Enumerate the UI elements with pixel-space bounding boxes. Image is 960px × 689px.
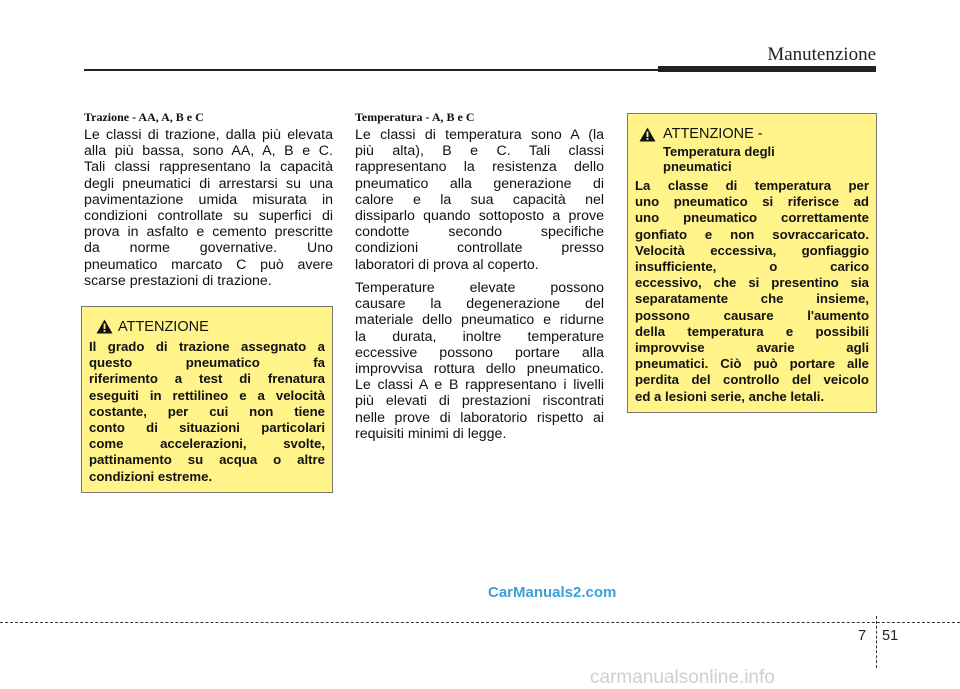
text-line: più alta), B e C. Tali classi <box>355 143 604 160</box>
text-line: nelle prove di laboratorio rispetto ai <box>355 409 604 426</box>
text-line: alla più bassa, sono AA, A, B e C. <box>84 143 333 160</box>
text-line: dissiparlo quando sottoposto a prove <box>355 208 604 225</box>
text-line: Tali classi rappresentano la capacità <box>84 159 333 176</box>
temperature-heading: Temperatura - A, B e C <box>355 110 475 124</box>
warning-triangle-icon <box>639 127 656 142</box>
text-line: la durata, inoltre temperature <box>355 328 604 345</box>
temperature-paragraph-2 <box>355 280 604 442</box>
text-line: Velocità eccessiva, gonfiaggio <box>635 242 869 258</box>
text-line: requisiti minimi di legge. <box>355 425 507 442</box>
warning-title: ATTENZIONE - <box>663 126 763 142</box>
text-line: scarse prestazioni di trazione. <box>84 272 272 289</box>
text-line: materiale dello pneumatico e ridurne <box>355 312 604 329</box>
text-line: Temperature elevate possono <box>355 280 604 296</box>
warning-subtitle <box>663 144 775 174</box>
text-line: da norme governative. Uno <box>84 240 333 257</box>
text-line: improvvisa rottura dello pneumatico. <box>355 361 604 378</box>
text-line: separatamente che insieme, <box>635 291 869 307</box>
text-line: questo pneumatico fa <box>89 355 325 371</box>
footer-divider <box>876 616 877 668</box>
page-header-title: Manutenzione <box>767 44 876 65</box>
text-line: perdita del controllo del veicolo <box>635 372 869 388</box>
text-line: Le classi A e B rappresentano i livelli <box>355 377 604 394</box>
text-line: insufficiente, o carico <box>635 259 869 275</box>
text-line: calore e la sua capacità nel <box>355 191 604 208</box>
text-line: causare la degenerazione del <box>355 296 604 313</box>
text-line: pneumatico alla generazione di <box>355 175 604 192</box>
temperature-paragraph-1 <box>355 127 604 273</box>
text-line: eccessive possono portare alla <box>355 344 604 361</box>
warning-triangle-icon <box>96 319 113 334</box>
text-line: eccessivo, che si presentino sia <box>635 275 869 291</box>
text-line: condizioni controllate presso <box>355 240 604 257</box>
text-line: Le classi di trazione, dalla più elevata <box>84 127 333 143</box>
text-line: Il grado di trazione assegnato a <box>89 339 325 354</box>
footer-source-watermark: carmanualsonline.info <box>590 667 775 688</box>
warning-text <box>89 339 325 485</box>
text-line: rappresentano la resistenza dello <box>355 159 604 176</box>
text-line: La classe di temperatura per <box>635 178 869 193</box>
text-line: come accelerazioni, svolte, <box>89 436 325 452</box>
text-line: degli pneumatici di arrestarsi su una <box>84 175 333 192</box>
watermark-link[interactable]: CarManuals2.com <box>488 584 617 601</box>
text-line: condizioni controllate su superfici di <box>84 208 333 225</box>
traction-paragraph <box>84 127 333 289</box>
text-line: uno pneumatico correttamente <box>635 210 869 226</box>
text-line: pavimentazione umida misurata in <box>84 191 333 208</box>
text-line: uno pneumatico si riferisce ad <box>635 194 869 210</box>
text-line: condotte secondo specifiche <box>355 224 604 241</box>
text-line: gonfiato e non sovraccaricato. <box>635 226 869 242</box>
text-line: eseguiti in rettilineo e a velocità <box>89 387 325 403</box>
text-line: improvvise avarie agli <box>635 340 869 356</box>
chapter-number: 7 <box>858 628 867 644</box>
warning-title: ATTENZIONE <box>118 319 209 335</box>
text-line: condizioni estreme. <box>89 468 213 484</box>
text-line: Le classi di temperatura sono A (la <box>355 127 604 143</box>
temperature-warning-box <box>627 113 877 413</box>
text-line: costante, per cui non tiene <box>89 403 325 419</box>
text-line: Temperatura degli <box>663 144 775 159</box>
text-line: riferimento a test di frenatura <box>89 371 325 387</box>
warning-text <box>635 178 869 405</box>
traction-warning-box <box>81 306 333 493</box>
text-line: prova in asfalto e cemento prescritte <box>84 224 333 241</box>
page-number: 51 <box>882 628 899 644</box>
text-line: della temperatura e possibili <box>635 323 869 339</box>
text-line: ed a lesioni serie, anche letali. <box>635 388 825 404</box>
traction-heading: Trazione - AA, A, B e C <box>84 110 204 124</box>
text-line: conto di situazioni particolari <box>89 420 325 436</box>
text-line: laboratori di prova al coperto. <box>355 256 539 273</box>
text-line: possono causare l'aumento <box>635 307 869 323</box>
text-line: pneumatici. Ciò può portare alle <box>635 356 869 372</box>
text-line: pneumatico marcato C può avere <box>84 256 333 273</box>
text-line: pattinamento su acqua o altre <box>89 452 325 468</box>
text-line: pneumatici <box>663 159 732 174</box>
text-line: più elevati di prestazioni riscontrati <box>355 393 604 410</box>
header-rule-accent <box>658 66 876 72</box>
footer-rule <box>0 622 960 623</box>
